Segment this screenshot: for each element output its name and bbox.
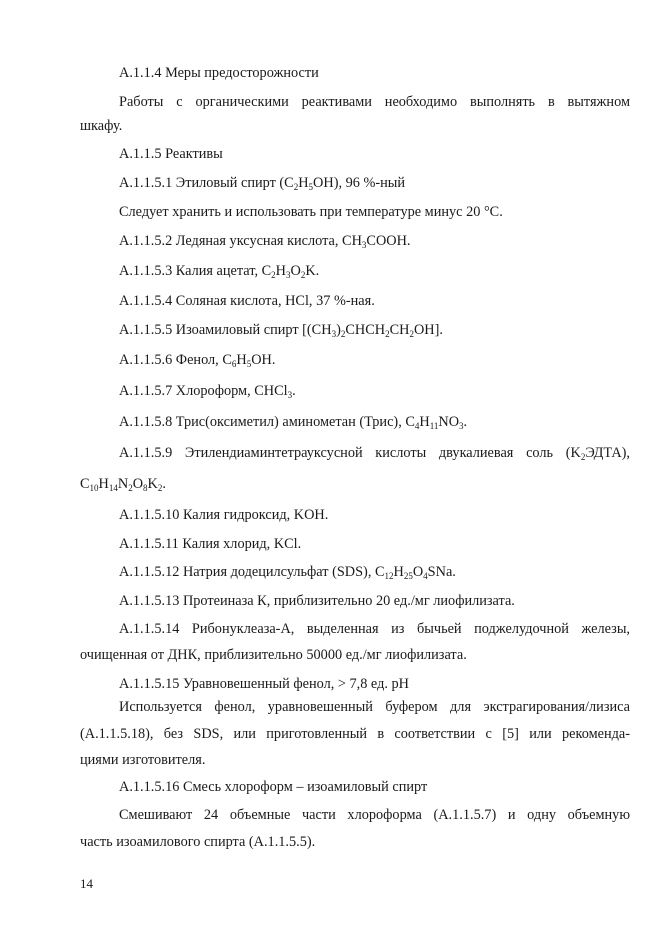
page-number: 14 <box>80 876 93 891</box>
reagent-item: А.1.1.5.4 Соляная кислота, HCl, 37 %-ная. <box>119 293 375 309</box>
paragraph-line: Следует хранить и использовать при температуре минус 20 °С. <box>119 204 503 220</box>
reagent-item: А.1.1.5.7 Хлороформ, CHCl$_3$. <box>119 383 296 400</box>
reagent-item: А.1.1.5.11 Калия хлорид, KCl. <box>119 536 302 552</box>
paragraph-line: очищенная от ДНК, приблизительно 50000 ед./мг лиофилизата. <box>80 647 467 663</box>
reagent-item: А.1.1.5.10 Калия гидроксид, KOH. <box>119 507 329 523</box>
paragraph-line: (А.1.1.5.18), без SDS, или приготовленный в соответствии с [5] или рекоменда- <box>80 726 630 742</box>
reagent-item: А.1.1.5.14 Рибонуклеаза-А, выделенная из бычьей поджелудочной железы, <box>119 621 630 637</box>
section-heading: А.1.1.4 Меры предосторожности <box>119 65 319 81</box>
reagent-item: А.1.1.5.13 Протеиназа К, приблизительно 20 ед./мг лиофилизата. <box>119 593 515 609</box>
section-heading: А.1.1.5 Реактивы <box>119 146 223 162</box>
reagent-item: А.1.1.5.2 Ледяная уксусная кислота, $CH_3COOH$. <box>119 233 411 250</box>
reagent-item: А.1.1.5.5 Изоамиловый спирт $[(CH_3)_2CHCH_2CH_2OH]$. <box>119 322 443 339</box>
reagent-item: А.1.1.5.8 Трис(оксиметил) аминометан (Трис), $C_4H_{11}NO_3$. <box>119 414 468 431</box>
reagent-item: А.1.1.5.3 Калия ацетат, $C_2H_3O_2K$. <box>119 263 320 280</box>
formula-line: $C_{10}H_{14}N_2O_8K_2$. <box>80 476 166 493</box>
reagent-item: А.1.1.5.16 Смесь хлороформ – изоамиловый спирт <box>119 779 428 795</box>
paragraph-line: циями изготовителя. <box>80 752 206 768</box>
paragraph-line: Работы с органическими реактивами необходимо выполнять в вытяжном <box>119 94 630 110</box>
paragraph-line: Используется фенол, уравновешенный буфером для экстрагирования/лизиса <box>119 699 630 715</box>
reagent-item: А.1.1.5.6 Фенол, $C_6H_5OH$. <box>119 352 276 369</box>
reagent-item: А.1.1.5.15 Уравновешенный фенол, > 7,8 ед. pH <box>119 676 409 692</box>
paragraph-line: Смешивают 24 объемные части хлороформа (А.1.1.5.7) и одну объемную <box>119 807 630 823</box>
reagent-item: А.1.1.5.1 Этиловый спирт $(C_2H_5OH)$, 96 %-ный <box>119 175 406 192</box>
paragraph-line: часть изоамилового спирта (А.1.1.5.5). <box>80 834 316 850</box>
reagent-item: А.1.1.5.12 Натрия додецилсульфат (SDS), $C_{12}H_{25}O_4SNa$. <box>119 564 456 581</box>
reagent-item: А.1.1.5.9 Этилендиаминтетрауксусной кислоты двукалиевая соль $(K_2ЭДТА)$, <box>119 445 630 462</box>
paragraph-line: шкафу. <box>80 118 123 134</box>
